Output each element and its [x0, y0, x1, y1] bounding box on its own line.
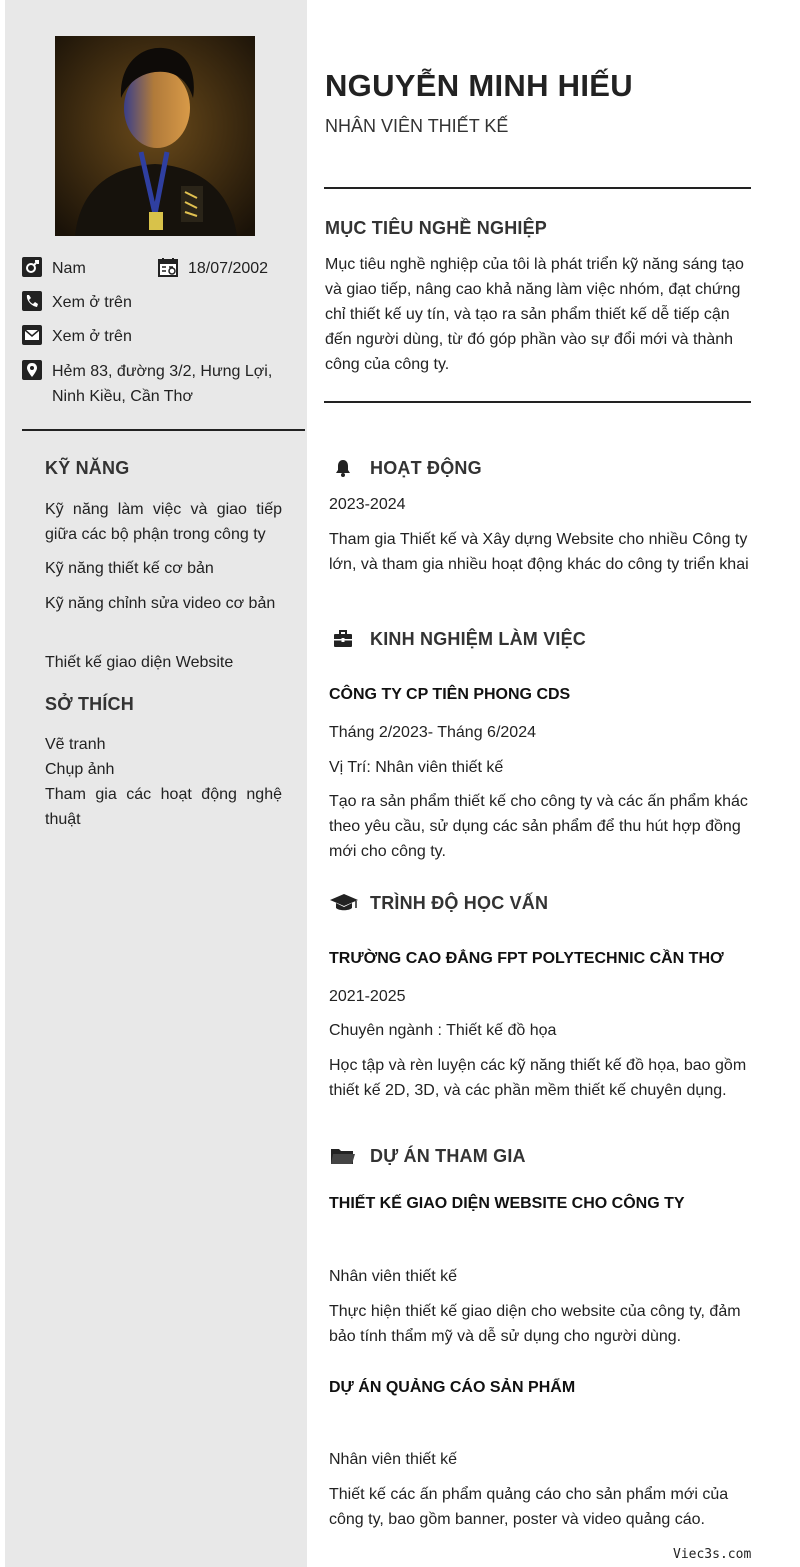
- phone-text: Xem ở trên: [52, 294, 132, 311]
- hobbies-title: SỞ THÍCH: [45, 694, 134, 714]
- sidebar-divider: [22, 429, 305, 431]
- activities-text: Tham gia Thiết kế và Xây dựng Website cho nhiều Công ty lớn, và tham gia nhiều hoạt động khác do công ty triển khai: [329, 531, 749, 573]
- profile-photo: [55, 36, 255, 236]
- candidate-role: NHÂN VIÊN THIẾT KẾ: [325, 116, 509, 136]
- education-major: Chuyên ngành : Thiết kế đồ họa: [329, 1022, 557, 1039]
- email-text: Xem ở trên: [52, 328, 132, 345]
- experience-company: CÔNG TY CP TIÊN PHONG CDS: [329, 686, 571, 703]
- watermark: Viec3s.com: [673, 1547, 752, 1562]
- address-line-1: Hẻm 83, đường 3/2, Hưng Lợi,: [52, 363, 273, 380]
- skill-item: Kỹ năng làm việc và giao tiếp giữa các bộ phận trong công ty: [45, 501, 282, 543]
- skill-item: Kỹ năng chỉnh sửa video cơ bản: [45, 595, 276, 612]
- project-text: Thiết kế các ấn phẩm quảng cáo cho sản phẩm mới của công ty, bao gồm banner, poster và video quảng cáo.: [329, 1486, 729, 1528]
- experience-position: Vị Trí: Nhân viên thiết kế: [329, 759, 504, 776]
- activities-period: 2023-2024: [329, 496, 406, 513]
- project-name: DỰ ÁN QUẢNG CÁO SẢN PHẨM: [329, 1379, 576, 1396]
- skill-item: Thiết kế giao diện Website: [45, 654, 234, 671]
- skills-title: KỸ NĂNG: [45, 458, 130, 478]
- project-role: Nhân viên thiết kế: [329, 1451, 458, 1468]
- folder-icon: [330, 1146, 356, 1166]
- email-icon: [22, 325, 42, 345]
- location-pin-icon: [22, 360, 42, 380]
- education-text: Học tập và rèn luyện các kỹ năng thiết kế đồ họa, bao gồm thiết kế 2D, 3D, và các phần mềm thiết kế chuyên dụng.: [329, 1057, 747, 1099]
- graduation-cap-icon: [329, 893, 359, 913]
- projects-title: DỰ ÁN THAM GIA: [370, 1146, 526, 1166]
- education-title: TRÌNH ĐỘ HỌC VẤN: [370, 893, 549, 913]
- education-period: 2021-2025: [329, 988, 406, 1005]
- gender-icon: [22, 257, 42, 277]
- address-line-2: Ninh Kiều, Cần Thơ: [52, 388, 193, 405]
- objective-divider: [324, 401, 751, 403]
- hobby-item: Tham gia các hoạt động nghệ thuật: [45, 786, 282, 828]
- objective-title: MỤC TIÊU NGHỀ NGHIỆP: [325, 218, 548, 238]
- education-school: TRƯỜNG CAO ĐẲNG FPT POLYTECHNIC CẦN THƠ: [329, 950, 724, 967]
- experience-period: Tháng 2/2023- Tháng 6/2024: [329, 724, 536, 741]
- activities-title: HOẠT ĐỘNG: [370, 458, 482, 478]
- calendar-icon: [158, 257, 178, 277]
- project-role: Nhân viên thiết kế: [329, 1268, 458, 1285]
- hobby-item: Vẽ tranh: [45, 736, 106, 753]
- gender-text: Nam: [52, 260, 86, 277]
- candidate-name: NGUYỄN MINH HIẾU: [325, 68, 633, 103]
- header-divider: [324, 187, 751, 189]
- experience-text: Tạo ra sản phẩm thiết kế cho công ty và các ấn phẩm khác theo yêu cầu, sử dụng các sản phẩm để thu hút hợp đồng mới cho công ty.: [329, 793, 748, 860]
- project-name: THIẾT KẾ GIAO DIỆN WEBSITE CHO CÔNG TY: [329, 1195, 685, 1212]
- experience-title: KINH NGHIỆM LÀM VIỆC: [370, 629, 587, 649]
- project-text: Thực hiện thiết kế giao diện cho website của công ty, đảm bảo tính thẩm mỹ và dễ sử dụng cho người dùng.: [329, 1303, 741, 1345]
- skill-item: Kỹ năng thiết kế cơ bản: [45, 560, 214, 577]
- birthday-text: 18/07/2002: [188, 260, 269, 277]
- hobby-item: Chụp ảnh: [45, 761, 115, 778]
- briefcase-icon: [333, 629, 353, 649]
- objective-text: Mục tiêu nghề nghiệp của tôi là phát triển kỹ năng sáng tạo và giao tiếp, nâng cao khả năng làm việc nhóm, đạt chứng chỉ thiết kế uy tín, và tạo ra sản phẩm thiết kế dễ tiếp cận đến người dùng, từ đó góp phần vào sự đổi mới và thành công của công ty.: [325, 256, 744, 373]
- phone-icon: [22, 291, 42, 311]
- bell-icon: [333, 458, 353, 478]
